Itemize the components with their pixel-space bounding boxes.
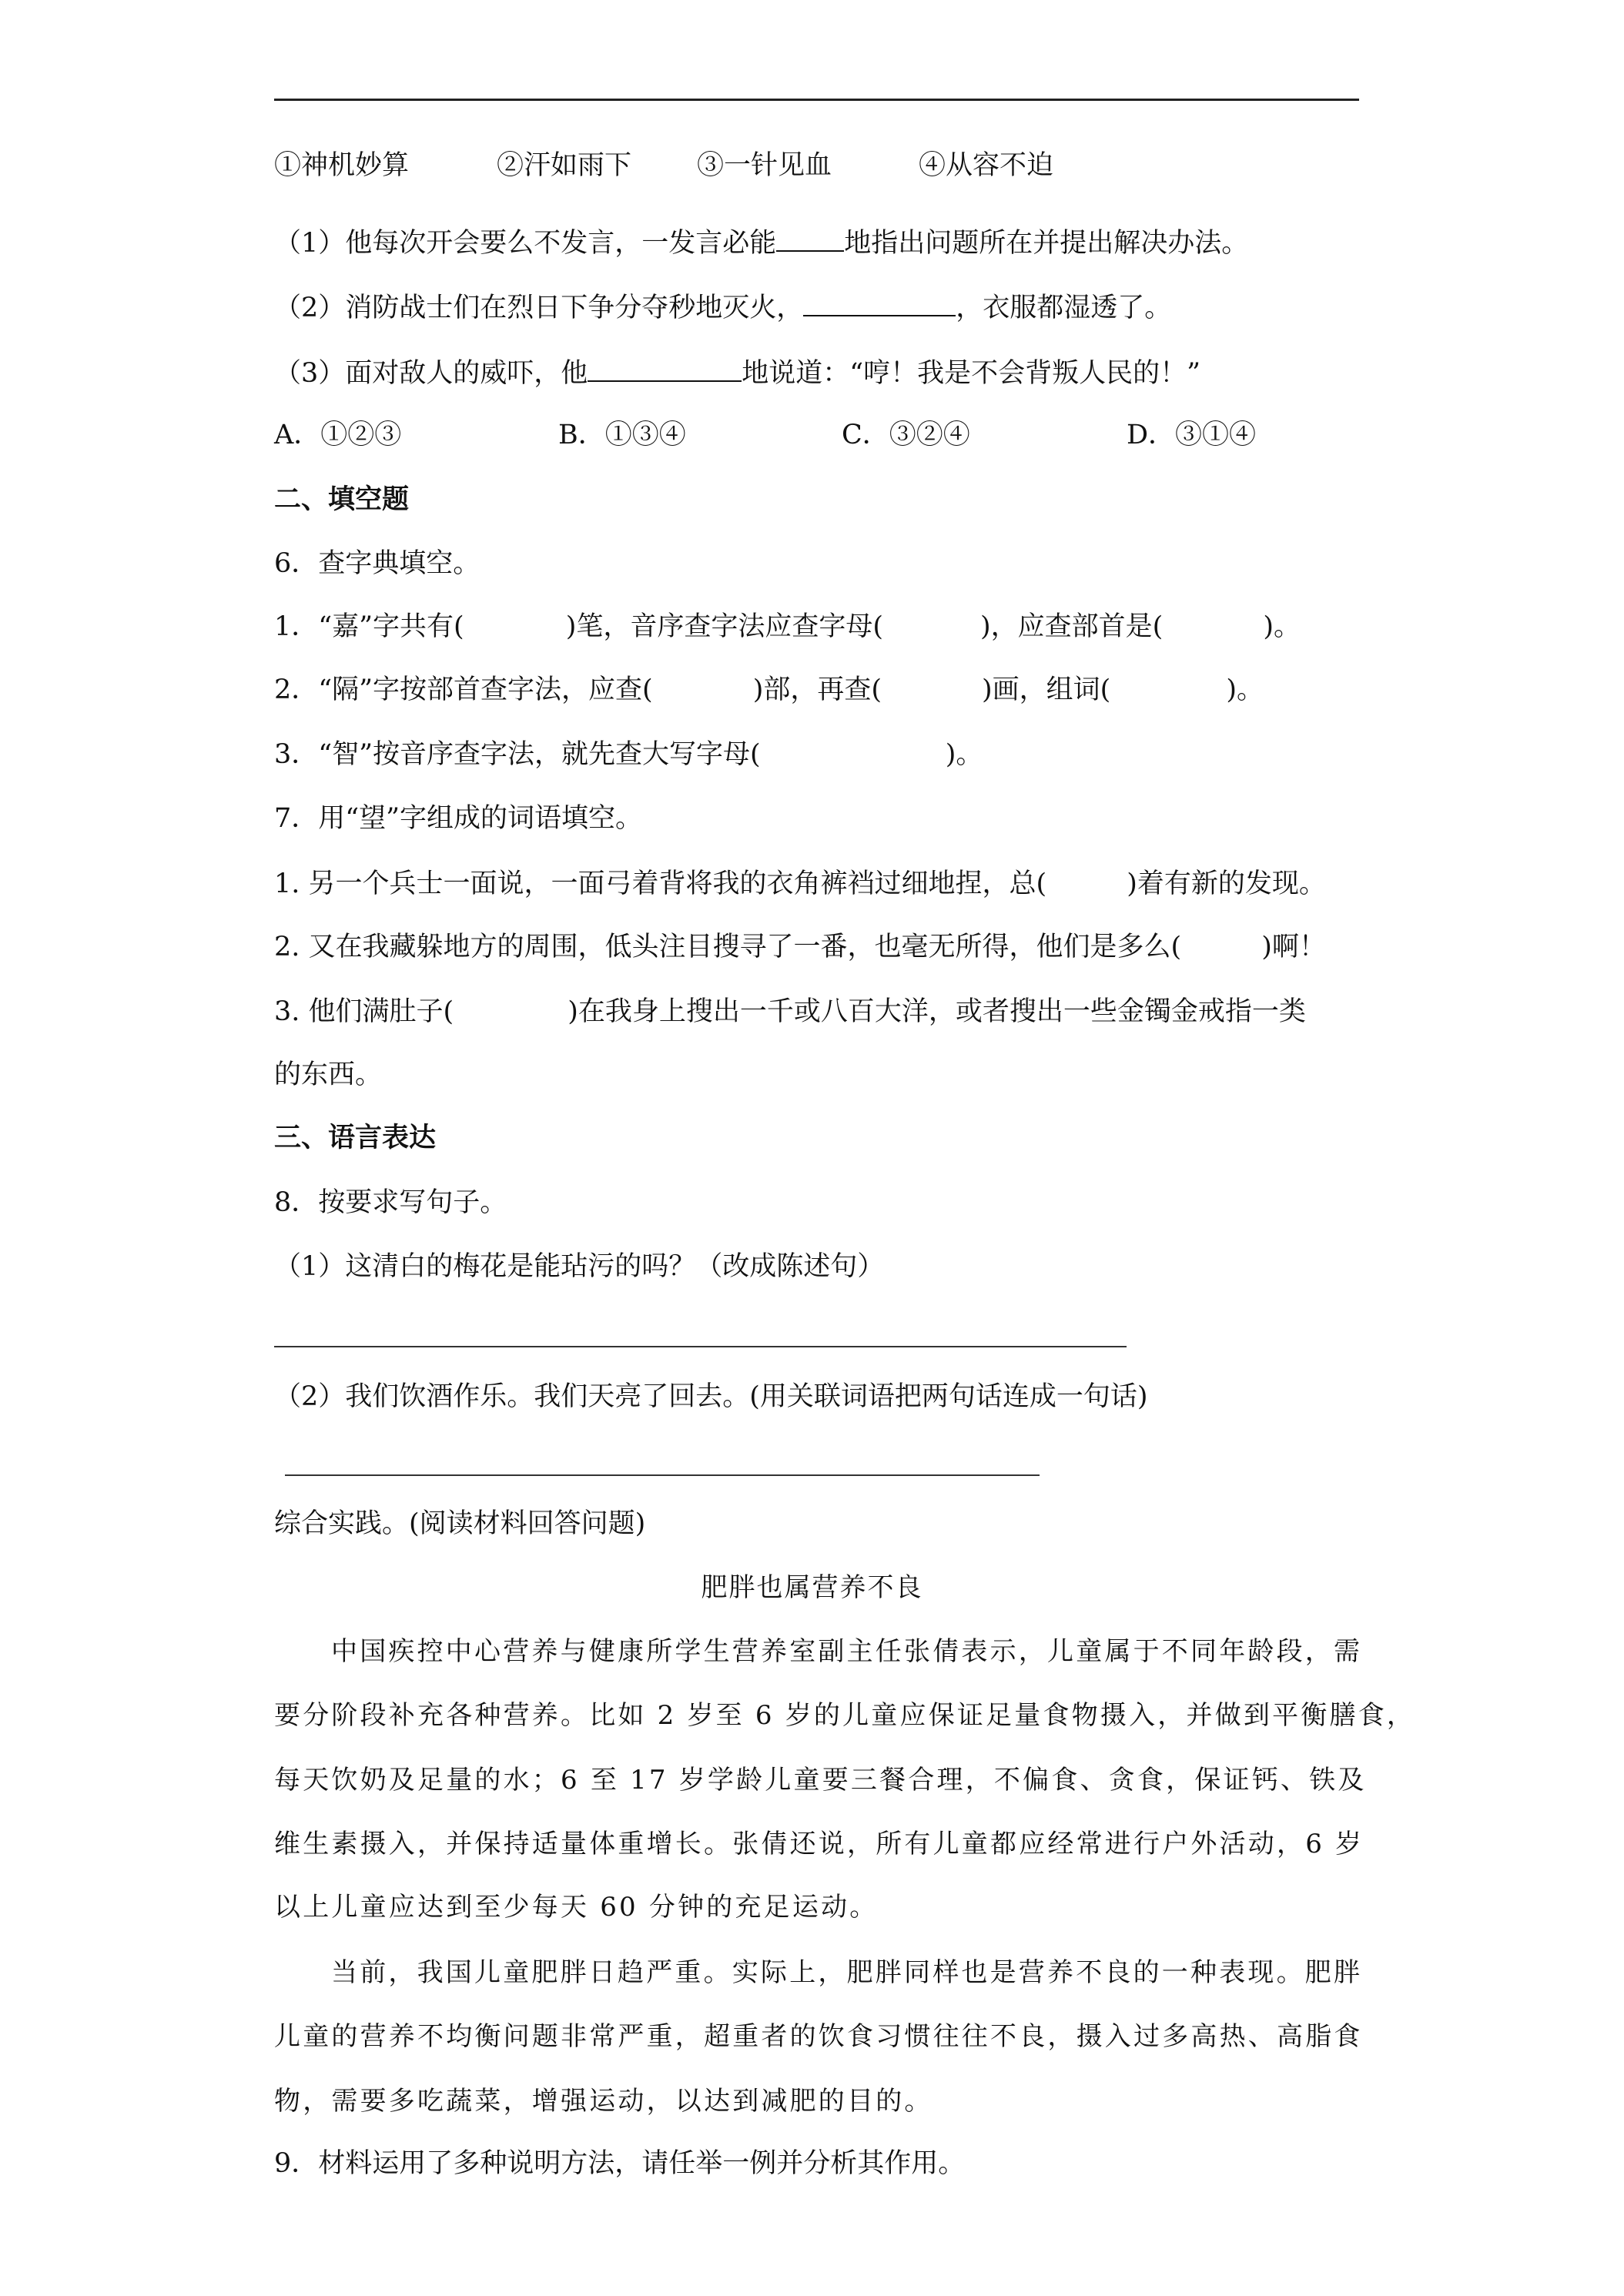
q5-choice-a[interactable]: A．①②③ — [274, 420, 402, 450]
passage-title: 肥胖也属营养不良 — [701, 1572, 923, 1603]
q6-line-1 — [274, 608, 1301, 645]
q6-l1-part-1: 1．“嘉”字共有( — [274, 611, 464, 642]
q5-s2-blank[interactable] — [803, 289, 956, 316]
q7-line-4: 的东西。 — [274, 1059, 383, 1090]
q6-l1-part-4: )。 — [1263, 611, 1301, 642]
passage-p1-line-4: 维生素摄入，并保持适量体重增长。张倩还说，所有儿童都应经常进行户外活动，6 岁 — [274, 1829, 1364, 1859]
q7-line-3 — [274, 993, 1306, 1030]
q5-s3-text-b: 地说道：“哼！我是不会背叛人民的！” — [742, 358, 1201, 389]
passage-p2-line-2: 儿童的营养不均衡问题非常严重，超重者的饮食习惯往往不良，摄入过多高热、高脂食 — [274, 2021, 1363, 2052]
q6-l1-part-3: )，应查部首是( — [980, 611, 1164, 642]
q7-title: 7．用“望”字组成的词语填空。 — [274, 803, 643, 834]
q6-l1-part-2: )笔，音序查字法应查字母( — [565, 611, 884, 642]
idiom-option-1: ①神机妙算 — [274, 150, 410, 181]
top-rule — [274, 99, 1359, 101]
q5-choice-c[interactable]: C．③②④ — [842, 420, 970, 450]
q5-s1-text-a: （1）他每次开会要么不发言，一发言必能 — [274, 228, 777, 259]
q6-l2-part-2: )部，再查( — [752, 674, 882, 705]
section2-heading: 二、填空题 — [274, 484, 410, 515]
q8-title: 8．按要求写句子。 — [274, 1187, 507, 1218]
idiom-option-3: ③一针见血 — [697, 150, 832, 181]
q5-s3-blank[interactable] — [588, 354, 742, 382]
q6-title: 6．查字典填空。 — [274, 548, 481, 579]
q7-l3-part-1: 3. 他们满肚子( — [274, 996, 454, 1027]
q6-l2-part-3: )画，组词( — [982, 674, 1111, 705]
section3-heading: 三、语言表达 — [274, 1122, 437, 1153]
passage-p1-line-3: 每天饮奶及足量的水；6 至 17 岁学龄儿童要三餐合理，不偏食、贪食，保证钙、铁及 — [274, 1765, 1367, 1796]
q7-line-1 — [274, 865, 1326, 902]
passage-p1-line-1: 中国疾控中心营养与健康所学生营养室副主任张倩表示，儿童属于不同年龄段，需 — [331, 1636, 1363, 1667]
q6-l3-part-2: )。 — [945, 739, 983, 770]
q7-l3-part-2: )在我身上搜出一千或八百大洋，或者搜出一些金镯金戒指一类 — [568, 996, 1306, 1027]
q6-l3-part-1: 3．“智”按音序查字法，就先查大写字母( — [274, 739, 761, 770]
q9-title: 9．材料运用了多种说明方法，请任举一例并分析其作用。 — [274, 2148, 966, 2179]
q5-s3-text-a: （3）面对敌人的威吓，他 — [274, 358, 588, 389]
q7-l1-part-2: )着有新的发现。 — [1127, 869, 1326, 899]
q6-l2-part-1: 2．“隔”字按部首查字法，应查( — [274, 674, 653, 705]
q5-s1-text-b: 地指出问题所在并提出解决办法。 — [844, 228, 1249, 259]
passage-p2-line-3: 物，需要多吃蔬菜，增强运动，以达到减肥的目的。 — [274, 2086, 933, 2117]
q5-choice-b[interactable]: B．①③④ — [558, 420, 686, 450]
q8-answer-line-2[interactable] — [285, 1474, 1040, 1476]
q8-sentence-1: （1）这清白的梅花是能玷污的吗？（改成陈述句） — [274, 1251, 885, 1282]
q5-choice-d[interactable]: D．③①④ — [1127, 420, 1257, 450]
passage-p1-line-2: 要分阶段补充各种营养。比如 2 岁至 6 岁的儿童应保证足量食物摄入，并做到平衡膳食， — [274, 1700, 1416, 1731]
passage-p2-line-1: 当前，我国儿童肥胖日趋严重。实际上，肥胖同样也是营养不良的一种表现。肥胖 — [331, 1957, 1363, 1988]
q6-l2-part-4: )。 — [1226, 674, 1264, 705]
q5-s2-text-a: （2）消防战士们在烈日下争分夺秒地灭火， — [274, 293, 804, 323]
q5-sentence-1 — [274, 224, 1248, 262]
q5-s1-blank[interactable] — [776, 224, 844, 252]
idiom-option-2: ②汗如雨下 — [497, 150, 632, 181]
q8-sentence-2: （2）我们饮酒作乐。我们天亮了回去。(用关联词语把两句话连成一句话) — [274, 1381, 1148, 1412]
q6-line-3 — [274, 736, 983, 773]
idiom-option-4: ④从容不迫 — [919, 150, 1054, 181]
q5-sentence-2 — [274, 289, 1171, 326]
q7-line-2 — [274, 929, 1326, 966]
q7-l2-part-1: 2. 又在我藏躲地方的周围，低头注目搜寻了一番，也毫无所得，他们是多么( — [274, 932, 1182, 962]
q7-l1-part-1: 1. 另一个兵士一面说，一面弓着背将我的衣角裤裆过细地捏，总( — [274, 869, 1047, 899]
q5-s2-text-b: ，衣服都湿透了。 — [956, 293, 1172, 323]
practice-title: 综合实践。(阅读材料回答问题) — [274, 1508, 646, 1539]
q8-answer-line-1[interactable] — [274, 1346, 1127, 1347]
q5-sentence-3 — [274, 354, 1200, 392]
passage-p1-line-5: 以上儿童应达到至少每天 60 分钟的充足运动。 — [274, 1892, 879, 1923]
q7-l2-part-2: )啊！ — [1261, 932, 1326, 962]
q6-line-2 — [274, 671, 1264, 708]
